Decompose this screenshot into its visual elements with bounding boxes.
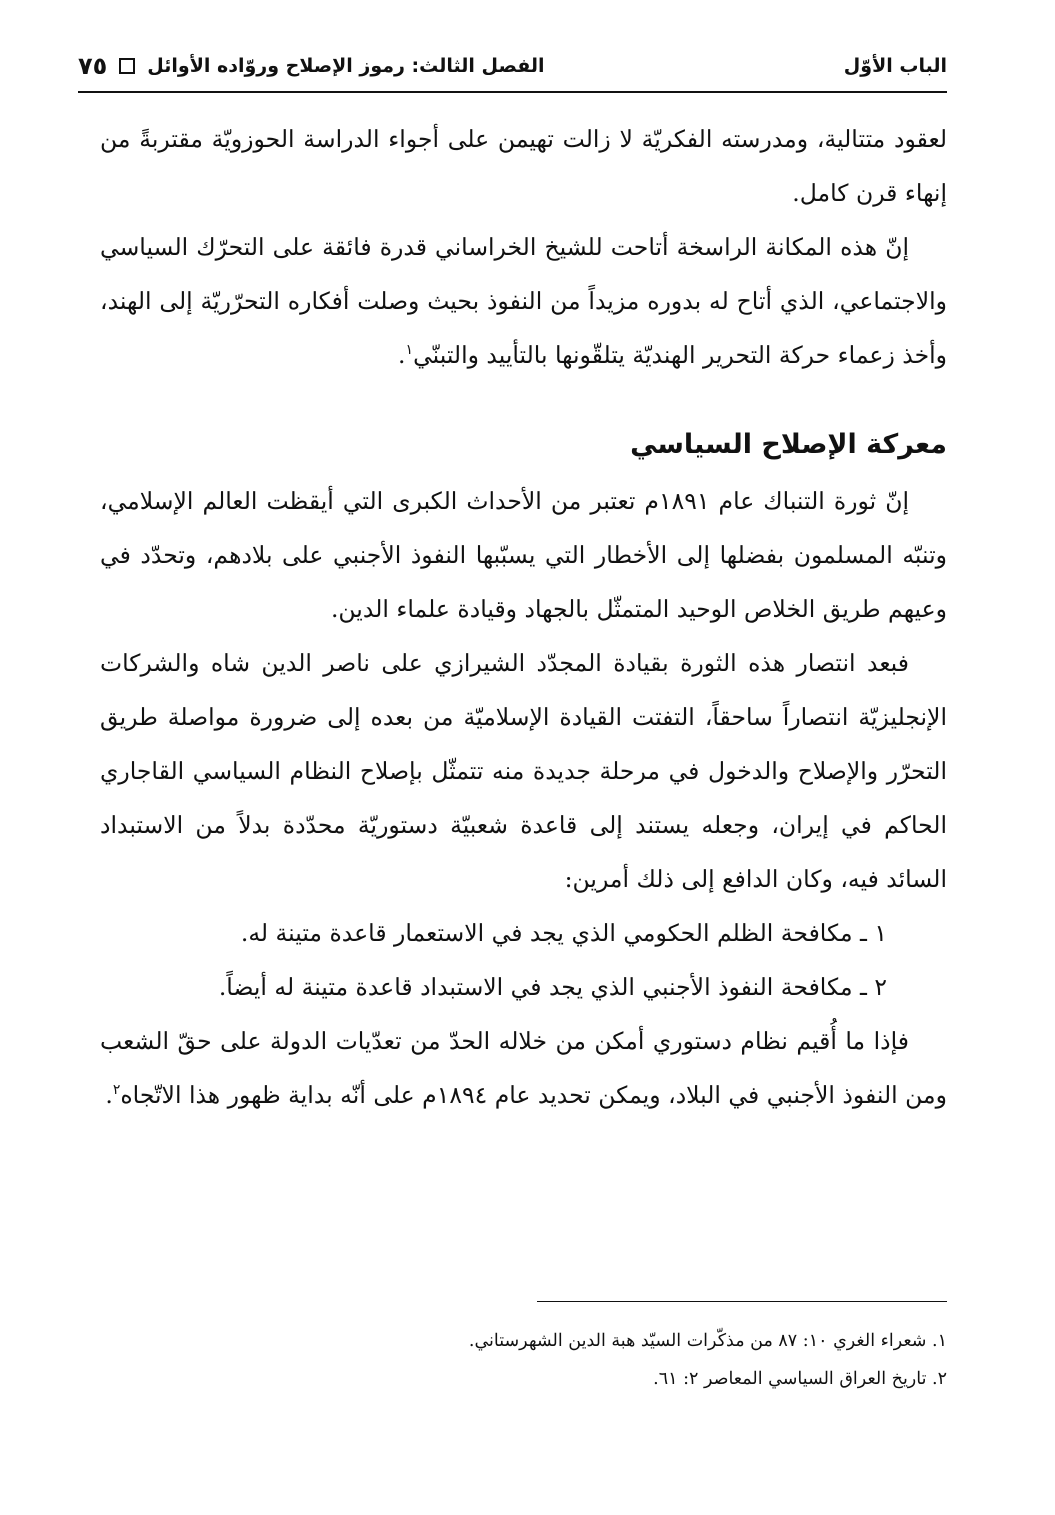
square-ornament-icon: [119, 58, 135, 74]
body-text: [100, 112, 947, 1122]
section-heading: معركة الإصلاح السياسي: [630, 429, 947, 460]
running-header: [78, 46, 947, 86]
footnote-ref-1: ١: [405, 342, 414, 359]
footnote-1: ١. شعراء الغري ١٠: ٨٧ من مذكّرات السيّد هبة الدين الشهرستاني.: [468, 1331, 947, 1351]
header-chapter-title: الفصل الثالث: رموز الإصلاح وروّاده الأوائل: [147, 55, 545, 77]
paragraph-3: إنّ ثورة التنباك عام ١٨٩١م تعتبر من الأحداث الكبرى التي أيقظت العالم الإسلامي، وتنبّه المسلمون بفضلها إلى الأخطار التي يسبّبها النفوذ الأجنبي على بلادهم، وتحدّد في وعيهم طريق الخلاص الوحيد المتمثّل بالجهاد وقيادة علماء الدين.: [100, 487, 947, 623]
list-item-2: ٢ ـ مكافحة النفوذ الأجنبي الذي يجد في الاستبداد قاعدة متينة له أيضاً.: [218, 973, 887, 1001]
paragraph-5-text: فإذا ما أُقيم نظام دستوري أمكن من خلاله الحدّ من تعدّيات الدولة على حقّ الشعب ومن النفوذ الأجنبي في البلاد، ويمكن تحديد عام ١٨٩٤م على أنّه بداية ظهور هذا الاتّجاه: [100, 1027, 947, 1109]
paragraph-4: فبعد انتصار هذه الثورة بقيادة المجدّد الشيرازي على ناصر الدين شاه والشركات الإنجليزيّة انتصاراً ساحقاً، التفتت القيادة الإسلاميّة من بعده إلى ضرورة مواصلة طريق التحرّر والإصلاح والدخول في مرحلة جديدة منه تتمثّل بإصلاح النظام السياسي القاجاري الحاكم في إيران، وجعله يستند إلى قاعدة شعبيّة دستوريّة محدّدة بدلاً من الاستبداد السائد فيه، وكان الدافع إلى ذلك أمرين:: [100, 649, 947, 893]
footnote-divider: [537, 1301, 947, 1302]
list-item-1: ١ ـ مكافحة الظلم الحكومي الذي يجد في الاستعمار قاعدة متينة له.: [240, 919, 887, 947]
paragraph-1: لعقود متتالية، ومدرسته الفكريّة لا زالت تهيمن على أجواء الدراسة الحوزويّة مقتربةً من إنهاء قرن كامل.: [100, 125, 947, 207]
paragraph-2: إنّ هذه المكانة الراسخة أتاحت للشيخ الخراساني قدرة فائقة على التحرّك السياسي والاجتماعي، الذي أتاح له بدوره مزيداً من النفوذ بحيث وصلت أفكاره التحرّريّة إلى الهند، وأخذ زعماء حركة التحرير الهنديّة يتلقّونها بالتأييد والتبنّي$^١$.: [100, 233, 947, 369]
footnote-2: ٢. تاريخ العراق السياسي المعاصر ٢: ٦١.: [653, 1369, 947, 1389]
header-chapter-group: [78, 52, 545, 80]
paragraph-5: فإذا ما أُقيم نظام دستوري أمكن من خلاله الحدّ من تعدّيات الدولة على حقّ الشعب ومن النفوذ الأجنبي في البلاد، ويمكن تحديد عام ١٨٩٤م على أنّه بداية ظهور هذا الاتّجاه$^٢$.: [100, 1027, 947, 1109]
footnotes: [100, 1322, 947, 1398]
footnote-ref-2: ٢: [112, 1082, 121, 1099]
header-divider: [78, 91, 947, 93]
paragraph-2-text: إنّ هذه المكانة الراسخة أتاحت للشيخ الخراساني قدرة فائقة على التحرّك السياسي والاجتماعي، الذي أتاح له بدوره مزيداً من النفوذ بحيث وصلت أفكاره التحرّريّة إلى الهند، وأخذ زعماء حركة التحرير الهنديّة يتلقّونها بالتأييد والتبنّي: [100, 233, 947, 369]
header-part-title: الباب الأوّل: [843, 55, 947, 77]
page-number: ٧٥: [78, 52, 108, 80]
